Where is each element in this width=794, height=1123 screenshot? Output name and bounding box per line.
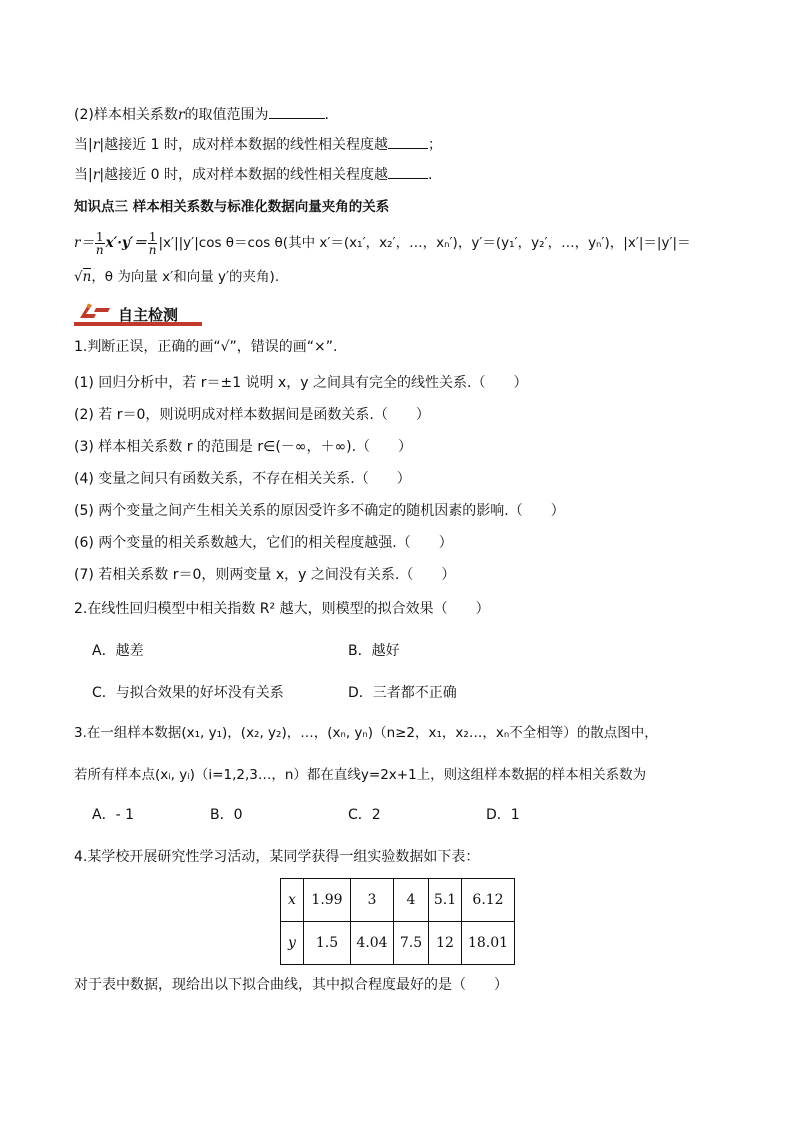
knowledge-point-3-title: 知识点三 样本相关系数与标准化数据向量夹角的关系 xyxy=(74,199,390,215)
table-cell: 1.5 xyxy=(304,922,351,965)
q3-option-c[interactable]: C．2 xyxy=(348,807,381,823)
q3-option-d[interactable]: D．1 xyxy=(486,807,520,823)
formula-part: r＝ xyxy=(74,235,94,251)
q1-item-2: (2) 若 r＝0，则说明成对样本数据间是函数关系.（ ） xyxy=(74,407,430,423)
q3-stem-line-1: 3.在一组样本数据(x₁, y₁)，(x₂, y₂)，…，(xₙ, yₙ)（n≥2，x₁，x₂…，xₙ不全相等）的散点图中， xyxy=(74,725,658,741)
q3-stem-line-2: 若所有样本点(xᵢ, yᵢ)（i=1,2,3…，n）都在直线y=2x+1上，则这组样本数据的样本相关系数为 xyxy=(74,767,647,783)
symbol-r: r xyxy=(177,107,185,123)
q3-option-b[interactable]: B．0 xyxy=(210,807,243,823)
q4-stem: 4.某学校开展研究性学习活动，某同学获得一组实验数据如下表： xyxy=(74,849,480,865)
q2-option-c[interactable]: C．与拟合效果的好坏没有关系 xyxy=(92,685,284,701)
sqrt-radicand: n xyxy=(82,269,92,285)
self-check-section-badge xyxy=(74,302,214,328)
fraction-numerator: 1 xyxy=(95,229,104,244)
q1-item-5: (5) 两个变量之间产生相关关系的原因受许多不确定的随机因素的影响.（ ） xyxy=(74,503,565,519)
text: 当| xyxy=(74,137,93,153)
table-row-x xyxy=(281,879,515,922)
q1-item-4: (4) 变量之间只有函数关系，不存在相关关系.（ ） xyxy=(74,471,411,487)
text: (2)样本相关系数 xyxy=(74,107,178,123)
table-cell: 7.5 xyxy=(394,922,429,965)
formula-part: x′·y′＝ xyxy=(105,235,147,251)
formula-part: |x′||y′|cos θ＝cos θ(其中 x′＝(x₁′，x₂′，…，xₙ′)，y′＝(y₁′，y₂′，…，yₙ′)，|x′|＝|y′|＝ xyxy=(158,235,691,251)
correlation-formula-cont xyxy=(74,268,279,286)
q4-followup: 对于表中数据，现给出以下拟合曲线，其中拟合程度最好的是（ ） xyxy=(74,977,508,993)
q1-item-3: (3) 样本相关系数 r 的范围是 r∈(－∞，＋∞).（ ） xyxy=(74,439,413,455)
q2-option-d[interactable]: D．三者都不正确 xyxy=(348,685,457,701)
text: ； xyxy=(427,137,442,153)
text: 当| xyxy=(74,167,93,183)
fraction-1-over-n xyxy=(95,231,105,256)
text: |越接近 0 时，成对样本数据的线性相关程度越 xyxy=(99,167,388,183)
q3-option-a[interactable]: A．- 1 xyxy=(92,807,134,823)
item-close-to-0 xyxy=(74,164,432,184)
item-range-question xyxy=(74,104,329,124)
symbol-r: r xyxy=(92,137,100,153)
correlation-formula xyxy=(74,228,691,258)
table-cell: 5.1 xyxy=(429,879,462,922)
symbol-r: r xyxy=(92,167,100,183)
table-cell: 1.99 xyxy=(304,879,351,922)
fraction-numerator: 1 xyxy=(148,229,157,244)
answer-blank[interactable] xyxy=(388,164,428,179)
table-cell: 12 xyxy=(429,922,462,965)
section-logo-icon xyxy=(76,302,116,322)
sqrt-sign: √ xyxy=(74,269,83,285)
answer-blank[interactable] xyxy=(269,104,325,119)
answer-blank[interactable] xyxy=(388,134,428,149)
q2-option-b[interactable]: B．越好 xyxy=(348,643,400,659)
table-cell: 18.01 xyxy=(462,922,515,965)
table-header-y: y xyxy=(281,922,304,965)
text: |越接近 1 时，成对样本数据的线性相关程度越 xyxy=(99,137,388,153)
fraction-denominator: n xyxy=(148,242,157,257)
table-cell: 4 xyxy=(394,879,429,922)
q1-item-7: (7) 若相关系数 r＝0，则两变量 x，y 之间没有关系.（ ） xyxy=(74,567,456,583)
q1-item-6: (6) 两个变量的相关系数越大，它们的相关程度越强.（ ） xyxy=(74,535,453,551)
q2-option-a[interactable]: A．越差 xyxy=(92,643,144,659)
formula-part: ，θ 为向量 x′和向量 y′的夹角). xyxy=(91,269,280,285)
item-close-to-1 xyxy=(74,134,442,154)
sqrt-n xyxy=(74,268,91,285)
q1-stem: 1.判断正误，正确的画“√”，错误的画“×”. xyxy=(74,339,338,355)
table-cell: 6.12 xyxy=(462,879,515,922)
q2-stem: 2.在线性回归模型中相关指数 R² 越大，则模型的拟合效果（ ） xyxy=(74,601,490,617)
text: 的取值范围为 xyxy=(184,107,269,123)
table-row-y xyxy=(281,922,515,965)
section-title: 自主检测 xyxy=(118,306,179,324)
table-cell: 4.04 xyxy=(351,922,394,965)
table-header-x: x xyxy=(281,879,304,922)
data-table xyxy=(280,878,515,965)
q1-item-1: (1) 回归分析中，若 r＝±1 说明 x，y 之间具有完全的线性关系.（ ） xyxy=(74,375,528,391)
text: . xyxy=(324,107,329,123)
fraction-1-over-n xyxy=(148,231,158,256)
table-cell: 3 xyxy=(351,879,394,922)
fraction-denominator: n xyxy=(95,242,104,257)
text: . xyxy=(427,167,433,183)
